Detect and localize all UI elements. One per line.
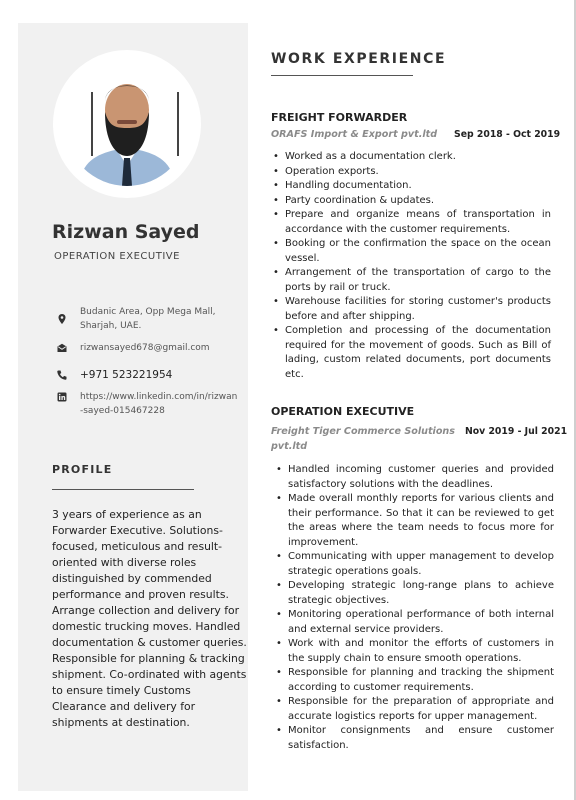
profile-photo-illustration — [65, 62, 189, 186]
phone-number[interactable]: +971 523221954 — [80, 369, 173, 381]
address-text: Budanic Area, Opp Mega Mall, Sharjah, UAE. — [80, 307, 216, 331]
profile-heading: PROFILE — [52, 463, 113, 476]
sidebar — [18, 23, 248, 791]
linkedin-icon — [56, 391, 68, 403]
person-name: Rizwan Sayed — [52, 221, 200, 243]
profile-summary: 3 years of experience as an Forwarder Executive. Solutions-focused, meticulous and result-oriented with diverse roles distinguished by commended performance and proven results. Arrange collection and delivery for domestic trucking moves. Handled documentation & customer queries. Responsible for planning & tracking shipment. Co-ordinated with agents to ensure timely Customs Clearance and delivery for shipments at destination. — [52, 508, 247, 729]
profile-photo-frame — [53, 50, 201, 198]
profile-divider — [52, 489, 194, 490]
list-item: • Work with and monitor the efforts of customers in the supply chain to ensure smooth operations. — [274, 637, 554, 666]
job-duties-list — [274, 463, 554, 753]
contact-phone — [56, 368, 246, 382]
job-dates: Sep 2018 - Oct 2019 — [454, 129, 561, 140]
list-item: • Monitoring operational performance of both internal and external service providers. — [274, 608, 554, 637]
person-role: OPERATION EXECUTIVE — [54, 251, 180, 262]
list-item: • Monitor consignments and ensure customer satisfaction. — [274, 724, 554, 753]
mail-icon — [56, 342, 68, 354]
list-item: • Operation exports. — [271, 165, 551, 180]
job-duties-list — [271, 150, 551, 382]
list-item: • Handled incoming customer queries and provided satisfactory solutions with the deadlines. — [274, 463, 554, 492]
list-item: • Completion and processing of the documentation required for the movement of goods. Such as Bill of lading, custom related documents, port documents etc. — [271, 324, 551, 382]
contact-email — [56, 341, 246, 355]
list-item: • Handling documentation. — [271, 179, 551, 194]
email-link[interactable]: rizwansayed678@gmail.com — [80, 343, 210, 353]
linkedin-link[interactable]: https://www.linkedin.com/in/rizwan-sayed-015467228 — [80, 392, 238, 416]
list-item: • Responsible for the preparation of appropriate and accurate logistics reports for upper management. — [274, 695, 554, 724]
job-title: OPERATION EXECUTIVE — [271, 405, 415, 418]
contact-address — [56, 305, 246, 335]
list-item: • Worked as a documentation clerk. — [271, 150, 551, 165]
list-item: • Made overall monthly reports for various clients and their performance. So that it can be reviewed to get the areas where the team needs to focus more for improvement. — [274, 492, 554, 550]
list-item: • Party coordination & updates. — [271, 194, 551, 209]
profile-photo — [65, 62, 189, 186]
list-item: • Developing strategic long-range plans to achieve strategic objectives. — [274, 579, 554, 608]
job-dates: Nov 2019 - Jul 2021 — [465, 426, 568, 437]
job-title: FREIGHT FORWARDER — [271, 111, 408, 124]
work-experience-divider — [271, 75, 413, 76]
contact-linkedin — [56, 390, 246, 420]
list-item: • Communicating with upper management to develop strategic operations goals. — [274, 550, 554, 579]
list-item: • Responsible for planning and tracking the shipment according to customer requirements. — [274, 666, 554, 695]
phone-icon — [56, 369, 68, 381]
work-experience-heading: WORK EXPERIENCE — [271, 51, 447, 67]
list-item: • Prepare and organize means of transportation in accordance with the customer requirements. — [271, 208, 551, 237]
location-pin-icon — [56, 313, 68, 325]
list-item: • Booking or the confirmation the space on the ocean vessel. — [271, 237, 551, 266]
list-item: • Arrangement of the transportation of cargo to the ports by rail or truck. — [271, 266, 551, 295]
job-company: Freight Tiger Commerce Solutions pvt.ltd — [271, 426, 455, 452]
job-company: ORAFS Import & Export pvt.ltd — [271, 129, 438, 140]
list-item: • Warehouse facilities for storing customer's products before and after shipping. — [271, 295, 551, 324]
